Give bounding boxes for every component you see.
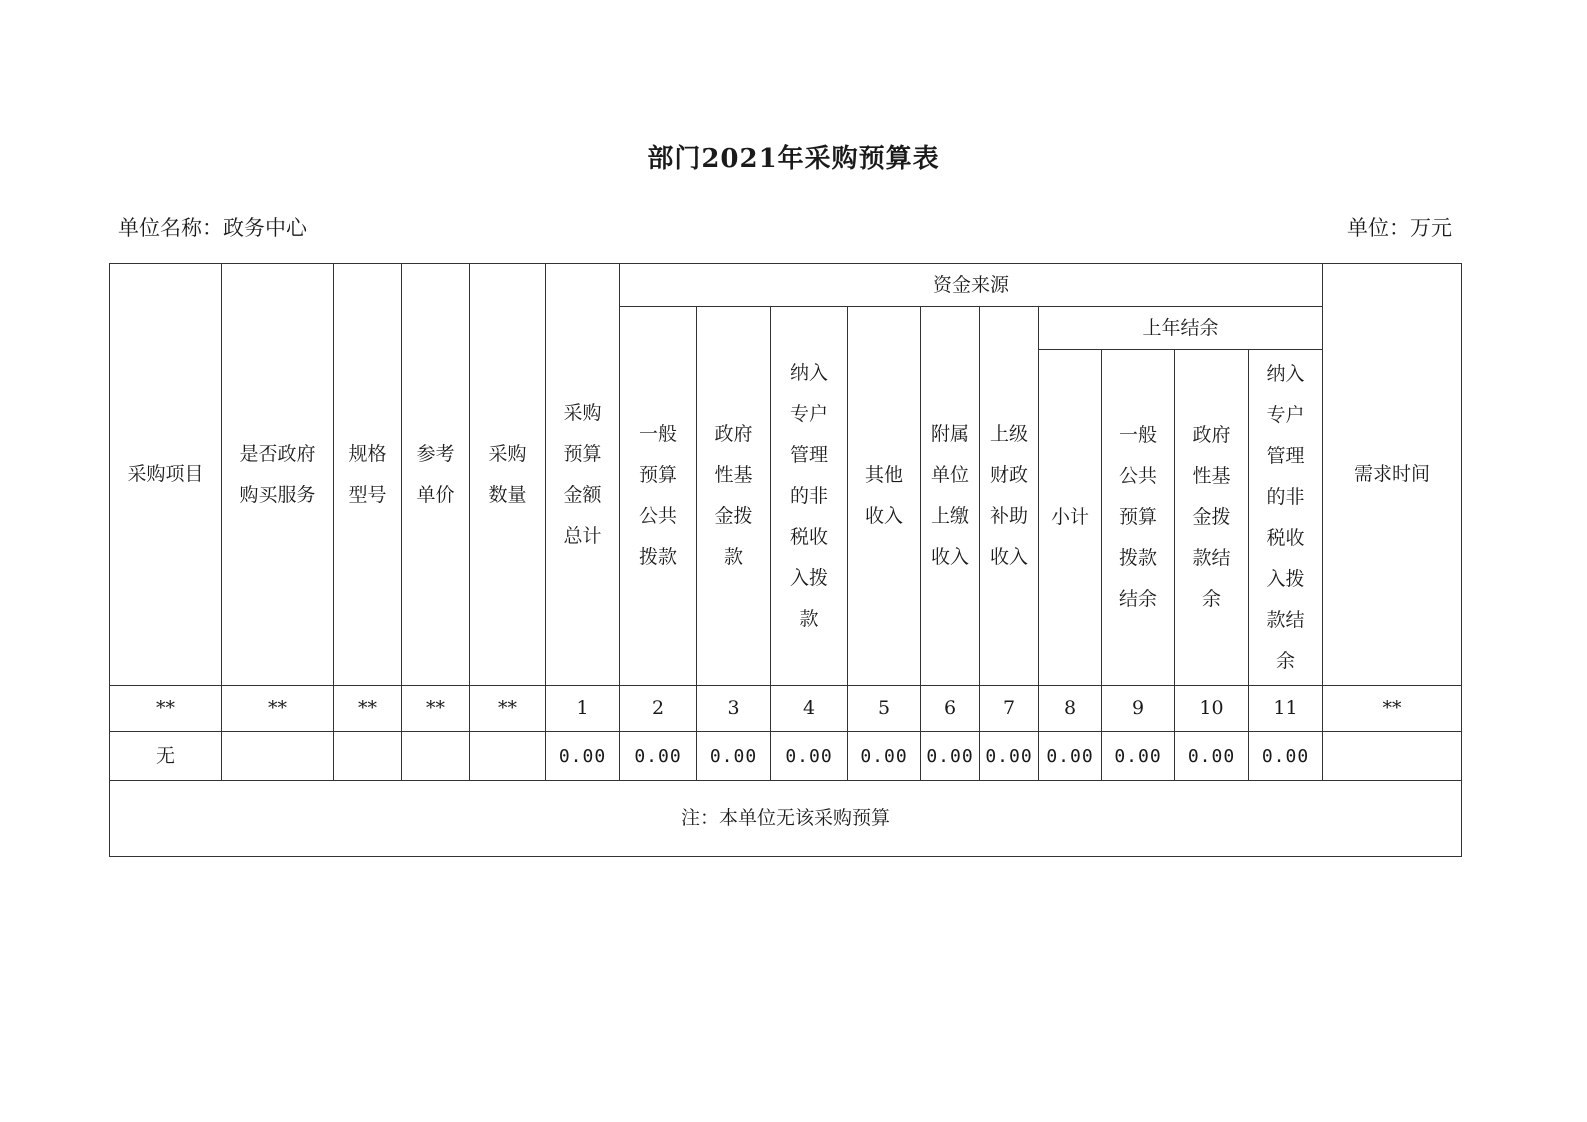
header-general-budget: 一般 预算 公共 拨款 <box>620 307 697 686</box>
index-cell: 6 <box>921 686 980 732</box>
data-cell: 0.00 <box>771 732 848 781</box>
header-gov-fund-balance: 政府 性基 金拨 款结 余 <box>1175 350 1249 686</box>
header-other-income: 其他 收入 <box>848 307 921 686</box>
data-cell: 0.00 <box>980 732 1039 781</box>
procurement-budget-table <box>109 263 1462 857</box>
index-row <box>110 686 1462 732</box>
index-cell: 9 <box>1102 686 1175 732</box>
index-cell: 7 <box>980 686 1039 732</box>
data-cell <box>470 732 546 781</box>
data-cell: 0.00 <box>697 732 771 781</box>
header-ref-price: 参考 单价 <box>402 264 470 686</box>
index-cell: ** <box>334 686 402 732</box>
index-cell: 10 <box>1175 686 1249 732</box>
data-cell: 0.00 <box>546 732 620 781</box>
index-cell: ** <box>110 686 222 732</box>
header-quantity: 采购 数量 <box>470 264 546 686</box>
data-cell <box>1323 732 1462 781</box>
index-cell: ** <box>222 686 334 732</box>
data-cell <box>222 732 334 781</box>
header-nontax: 纳入 专户 管理 的非 税收 入拨 款 <box>771 307 848 686</box>
data-cell: 无 <box>110 732 222 781</box>
data-cell: 0.00 <box>1102 732 1175 781</box>
header-subtotal: 小计 <box>1039 350 1102 686</box>
index-cell: 8 <box>1039 686 1102 732</box>
header-subsidy: 上级 财政 补助 收入 <box>980 307 1039 686</box>
unit-name: 单位名称：政务中心 <box>118 216 307 240</box>
index-cell: 4 <box>771 686 848 732</box>
data-cell: 0.00 <box>848 732 921 781</box>
index-cell: 3 <box>697 686 771 732</box>
data-cell <box>334 732 402 781</box>
header-total: 采购 预算 金额 总计 <box>546 264 620 686</box>
data-cell <box>402 732 470 781</box>
header-general-balance: 一般 公共 预算 拨款 结余 <box>1102 350 1175 686</box>
index-cell: 1 <box>546 686 620 732</box>
index-cell: 11 <box>1249 686 1323 732</box>
header-funding-source: 资金来源 <box>620 264 1323 307</box>
page-title: 部门2021年采购预算表 <box>647 144 940 174</box>
data-cell: 0.00 <box>1175 732 1249 781</box>
header-last-year-balance: 上年结余 <box>1039 307 1323 350</box>
data-cell: 0.00 <box>1249 732 1323 781</box>
header-affiliate: 附属 单位 上缴 收入 <box>921 307 980 686</box>
header-spec: 规格 型号 <box>334 264 402 686</box>
index-cell: ** <box>402 686 470 732</box>
index-cell: ** <box>470 686 546 732</box>
index-cell: ** <box>1323 686 1462 732</box>
data-cell: 0.00 <box>1039 732 1102 781</box>
data-row <box>110 732 1462 781</box>
index-cell: 2 <box>620 686 697 732</box>
header-gov-fund: 政府 性基 金拨 款 <box>697 307 771 686</box>
header-gov-service: 是否政府 购买服务 <box>222 264 334 686</box>
index-cell: 5 <box>848 686 921 732</box>
header-demand-time: 需求时间 <box>1323 264 1462 686</box>
data-cell: 0.00 <box>620 732 697 781</box>
header-item: 采购项目 <box>110 264 222 686</box>
header-nontax-balance: 纳入 专户 管理 的非 税收 入拨 款结 余 <box>1249 350 1323 686</box>
data-cell: 0.00 <box>921 732 980 781</box>
unit-label: 单位：万元 <box>1347 216 1452 240</box>
table-note: 注：本单位无该采购预算 <box>110 781 1462 857</box>
